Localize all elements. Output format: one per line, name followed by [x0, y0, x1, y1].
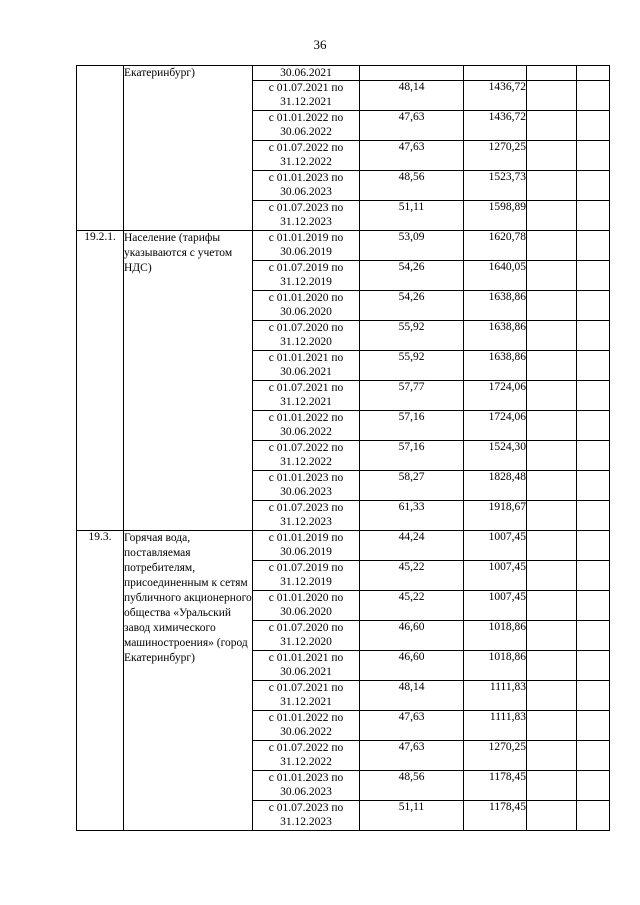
- empty-cell: [577, 111, 610, 141]
- value-cell: 47,63: [360, 711, 464, 741]
- value-cell: 1524,30: [464, 441, 527, 471]
- period-cell: с 01.01.2023 по 30.06.2023: [253, 771, 360, 801]
- value-cell: 48,56: [360, 171, 464, 201]
- empty-cell: [577, 711, 610, 741]
- empty-cell: [527, 561, 577, 591]
- value-cell: 1620,78: [464, 231, 527, 261]
- empty-cell: [527, 171, 577, 201]
- period-cell: с 01.01.2019 по 30.06.2019: [253, 531, 360, 561]
- period-cell: с 01.07.2020 по 31.12.2020: [253, 621, 360, 651]
- value-cell: 1178,45: [464, 801, 527, 831]
- value-cell: 47,63: [360, 741, 464, 771]
- period-cell: с 01.07.2021 по 31.12.2021: [253, 681, 360, 711]
- empty-cell: [527, 651, 577, 681]
- empty-cell: [527, 621, 577, 651]
- value-cell: 1638,86: [464, 351, 527, 381]
- item-number: 19.3.: [77, 531, 124, 831]
- value-cell: 1007,45: [464, 561, 527, 591]
- empty-cell: [577, 591, 610, 621]
- empty-cell: [577, 81, 610, 111]
- value-cell: 53,09: [360, 231, 464, 261]
- empty-cell: [577, 231, 610, 261]
- value-cell: 1018,86: [464, 621, 527, 651]
- period-cell: с 01.01.2021 по 30.06.2021: [253, 651, 360, 681]
- empty-cell: [527, 441, 577, 471]
- value-cell: [360, 66, 464, 81]
- empty-cell: [527, 201, 577, 231]
- empty-cell: [527, 321, 577, 351]
- value-cell: 57,16: [360, 441, 464, 471]
- value-cell: 48,14: [360, 81, 464, 111]
- value-cell: 1638,86: [464, 321, 527, 351]
- empty-cell: [527, 531, 577, 561]
- empty-cell: [527, 351, 577, 381]
- empty-cell: [577, 291, 610, 321]
- value-cell: 54,26: [360, 291, 464, 321]
- empty-cell: [577, 351, 610, 381]
- empty-cell: [527, 771, 577, 801]
- value-cell: 55,92: [360, 321, 464, 351]
- value-cell: 58,27: [360, 471, 464, 501]
- value-cell: 51,11: [360, 801, 464, 831]
- period-cell: с 01.01.2023 по 30.06.2023: [253, 171, 360, 201]
- value-cell: 44,24: [360, 531, 464, 561]
- page-number: 36: [313, 37, 327, 52]
- period-cell: с 01.07.2023 по 31.12.2023: [253, 801, 360, 831]
- empty-cell: [577, 651, 610, 681]
- value-cell: 48,14: [360, 681, 464, 711]
- value-cell: 47,63: [360, 111, 464, 141]
- empty-cell: [577, 501, 610, 531]
- empty-cell: [577, 141, 610, 171]
- period-cell: с 01.07.2019 по 31.12.2019: [253, 561, 360, 591]
- empty-cell: [577, 771, 610, 801]
- empty-cell: [577, 681, 610, 711]
- value-cell: 61,33: [360, 501, 464, 531]
- period-cell: с 01.07.2022 по 31.12.2022: [253, 441, 360, 471]
- table-row: [77, 66, 610, 81]
- item-description: Население (тарифы указываются с учетом НДС): [124, 231, 253, 531]
- value-cell: 46,60: [360, 651, 464, 681]
- empty-cell: [527, 681, 577, 711]
- period-cell: с 01.07.2022 по 31.12.2022: [253, 741, 360, 771]
- empty-cell: [527, 291, 577, 321]
- empty-cell: [527, 711, 577, 741]
- empty-cell: [577, 321, 610, 351]
- period-cell: с 01.07.2022 по 31.12.2022: [253, 141, 360, 171]
- item-number: [77, 66, 124, 231]
- period-cell: с 01.07.2020 по 31.12.2020: [253, 321, 360, 351]
- value-cell: 1270,25: [464, 741, 527, 771]
- period-cell: с 01.01.2023 по 30.06.2023: [253, 471, 360, 501]
- period-cell: с 01.07.2021 по 31.12.2021: [253, 381, 360, 411]
- period-cell: с 01.07.2019 по 31.12.2019: [253, 261, 360, 291]
- value-cell: 1598,89: [464, 201, 527, 231]
- value-cell: 45,22: [360, 561, 464, 591]
- value-cell: 1638,86: [464, 291, 527, 321]
- value-cell: 54,26: [360, 261, 464, 291]
- value-cell: 1724,06: [464, 411, 527, 441]
- empty-cell: [577, 531, 610, 561]
- value-cell: 1436,72: [464, 81, 527, 111]
- value-cell: 1007,45: [464, 531, 527, 561]
- value-cell: 48,56: [360, 771, 464, 801]
- value-cell: 1523,73: [464, 171, 527, 201]
- value-cell: 1178,45: [464, 771, 527, 801]
- empty-cell: [577, 261, 610, 291]
- value-cell: 46,60: [360, 621, 464, 651]
- empty-cell: [527, 591, 577, 621]
- period-cell: с 01.01.2020 по 30.06.2020: [253, 591, 360, 621]
- value-cell: 47,63: [360, 141, 464, 171]
- value-cell: 1724,06: [464, 381, 527, 411]
- empty-cell: [527, 501, 577, 531]
- empty-cell: [577, 66, 610, 81]
- empty-cell: [527, 741, 577, 771]
- empty-cell: [577, 411, 610, 441]
- empty-cell: [527, 66, 577, 81]
- empty-cell: [527, 801, 577, 831]
- value-cell: 57,77: [360, 381, 464, 411]
- item-description: Горячая вода, поставляемая потребителям, присоединенным к сетям публичного акционерного общества «Уральский завод химического машиностроения» (город Екатеринбург): [124, 531, 253, 831]
- empty-cell: [527, 141, 577, 171]
- period-cell: с 01.07.2023 по 31.12.2023: [253, 501, 360, 531]
- empty-cell: [527, 411, 577, 441]
- value-cell: 1828,48: [464, 471, 527, 501]
- tariff-table: [76, 65, 610, 831]
- period-cell: 30.06.2021: [253, 66, 360, 81]
- period-cell: с 01.01.2021 по 30.06.2021: [253, 351, 360, 381]
- empty-cell: [527, 471, 577, 501]
- empty-cell: [577, 561, 610, 591]
- period-cell: с 01.01.2019 по 30.06.2019: [253, 231, 360, 261]
- value-cell: 57,16: [360, 411, 464, 441]
- value-cell: 1007,45: [464, 591, 527, 621]
- empty-cell: [577, 381, 610, 411]
- value-cell: 1111,83: [464, 681, 527, 711]
- period-cell: с 01.01.2022 по 30.06.2022: [253, 711, 360, 741]
- empty-cell: [527, 261, 577, 291]
- value-cell: 1918,67: [464, 501, 527, 531]
- value-cell: 1436,72: [464, 111, 527, 141]
- value-cell: 1640,05: [464, 261, 527, 291]
- empty-cell: [527, 231, 577, 261]
- item-number: 19.2.1.: [77, 231, 124, 531]
- empty-cell: [577, 201, 610, 231]
- value-cell: 1270,25: [464, 141, 527, 171]
- period-cell: с 01.01.2022 по 30.06.2022: [253, 111, 360, 141]
- period-cell: с 01.01.2022 по 30.06.2022: [253, 411, 360, 441]
- empty-cell: [527, 81, 577, 111]
- period-cell: с 01.01.2020 по 30.06.2020: [253, 291, 360, 321]
- empty-cell: [577, 471, 610, 501]
- value-cell: 1111,83: [464, 711, 527, 741]
- period-cell: с 01.07.2023 по 31.12.2023: [253, 201, 360, 231]
- empty-cell: [577, 621, 610, 651]
- empty-cell: [577, 741, 610, 771]
- table-row: [77, 531, 610, 561]
- period-cell: с 01.07.2021 по 31.12.2021: [253, 81, 360, 111]
- empty-cell: [527, 111, 577, 141]
- value-cell: 51,11: [360, 201, 464, 231]
- table-row: [77, 231, 610, 261]
- empty-cell: [527, 381, 577, 411]
- empty-cell: [577, 441, 610, 471]
- empty-cell: [577, 801, 610, 831]
- value-cell: 1018,86: [464, 651, 527, 681]
- item-description: Екатеринбург): [124, 66, 253, 231]
- empty-cell: [577, 171, 610, 201]
- value-cell: 55,92: [360, 351, 464, 381]
- value-cell: 45,22: [360, 591, 464, 621]
- value-cell: [464, 66, 527, 81]
